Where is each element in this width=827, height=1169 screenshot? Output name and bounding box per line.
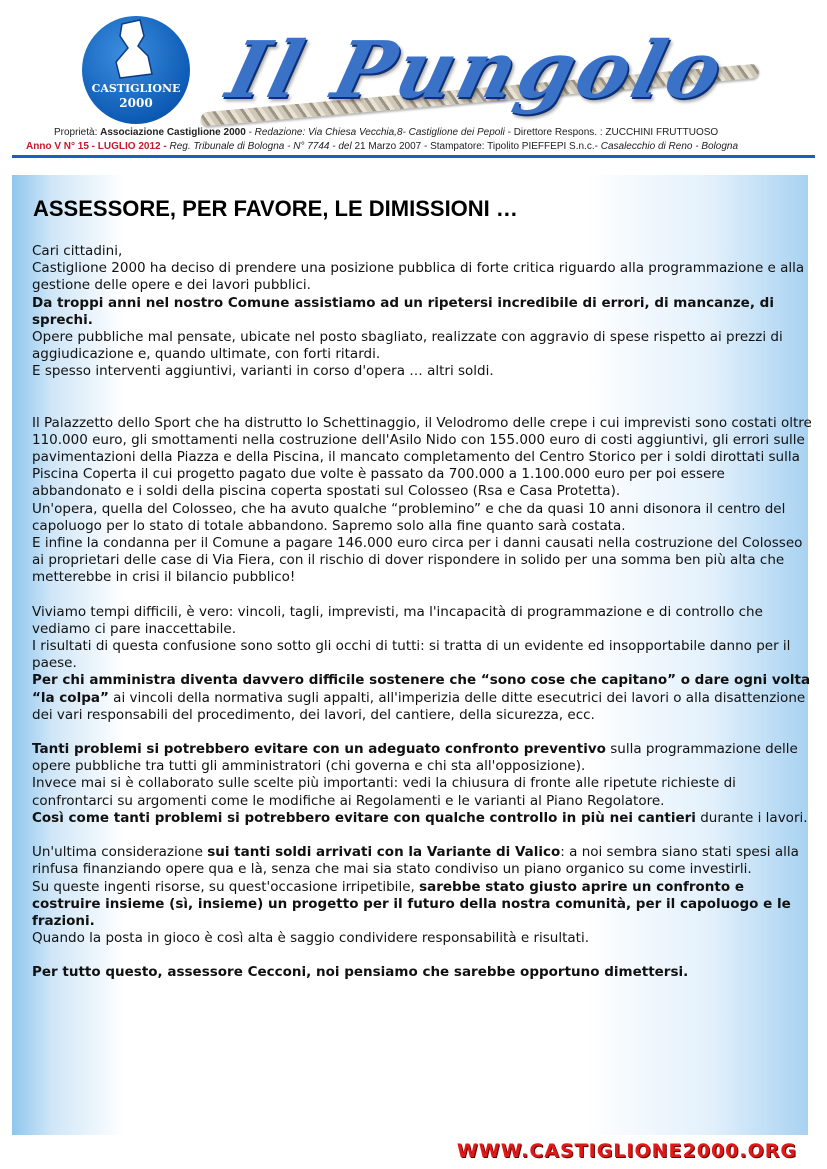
article-body [32,243,812,982]
paragraph: I risultati di questa confusione sono sotto gli occhi di tutti: si tratta di un evidente ed insopportabile danno per il paese. [32,638,791,672]
paragraph: Tanti problemi si potrebbero evitare con un adeguato confronto preventivo sulla programmazione delle opere pubbliche tra tutti gli amministratori (chi governa e chi sta all'opposizione). [32,741,798,775]
paragraph: Viviamo tempi difficili, è vero: vincoli, tagli, imprevisti, ma l'incapacità di programmazione e di controllo che vediamo ci pare inaccettabile. [32,603,763,637]
paragraph: Per chi amministra diventa davvero difficile sostenere che “sono cose che capitano” o dare ogni volta “la colpa” ai vincoli della normativa sugli appalti, all'imperizia delle ditte esecutrici dei lavori o alla disattenzione dei vari responsabili del procedimento, dei lavori, del cantiere, della sicurezza, ecc. [32,672,811,723]
issue-info: Anno V N° 15 - LUGLIO 2012 - Reg. Tribunale di Bologna - N° 7744 - del 21 Marzo 2007 - Stampatore: Tipolito PIEFFEPI S.n.c.- Casalecchio di Reno - Bologna [26,141,739,152]
logo-year: 2000 [119,96,153,110]
newspaper-title: Il Pungolo [218,25,736,116]
publisher-info: Proprietà: Associazione Castiglione 2000 - Redazione: Via Chiesa Vecchia,8- Castiglione dei Pepoli - Direttore Respons. : ZUCCHINI FRUTTUOSO [54,127,719,138]
paragraph: Così come tanti problemi si potrebbero evitare con qualche controllo in più nei cantieri durante i lavori. [32,809,808,826]
logo-name: CASTIGLIONE [91,82,181,95]
paragraph: Opere pubbliche mal pensate, ubicate nel posto sbagliato, realizzate con aggravio di spese rispetto ai prezzi di aggiudicazione e, quando ultimate, con forti ritardi. [32,329,783,363]
issue-number: Anno V N° 15 - LUGLIO 2012 - [26,141,170,152]
paragraph: Cari cittadini, [32,243,123,259]
closing-paragraph: Per tutto questo, assessore Cecconi, noi pensiamo che sarebbe opportuno dimettersi. [32,964,689,981]
article-headline: ASSESSORE, PER FAVORE, LE DIMISSIONI … [33,196,518,221]
paragraph: Da troppi anni nel nostro Comune assistiamo ad un ripetersi incredibile di errori, di mancanze, di sprechi. [32,294,774,328]
paragraph: Un'opera, quella del Colosseo, che ha avuto qualche “problemino” e che da quasi 10 anni disonora il centro del capoluogo per lo stato di totale abbandono. Sapremo solo alla fine quanto sarà costata. [32,500,786,534]
paragraph: E spesso interventi aggiuntivi, varianti in corso d'opera … altri soldi. [32,363,494,380]
castiglione-logo [82,16,190,124]
owner-name: Associazione Castiglione 2000 [100,127,246,138]
paragraph: Su queste ingenti risorse, su quest'occasione irripetibile, sarebbe stato giusto aprire un confronto e costruire insieme (sì, insieme) un progetto per il futuro della nostra comunità, per il capoluogo e le frazioni. [32,878,791,929]
paragraph: Un'ultima considerazione sui tanti soldi arrivati con la Variante di Valico: a noi sembra siano stati spesi alla rinfusa finanziando opere qua e là, senza che mai sia stato condiviso un piano organico su come investirli. [32,844,799,878]
paragraph: Il Palazzetto dello Sport che ha distrutto lo Schettinaggio, il Velodromo delle crepe i cui imprevisti sono costati oltre 110.000 euro, gli smottamenti nella costruzione dell'Asilo Nido con 155.000 euro di costi aggiuntivi, gli errori sulle pavimentazioni della Piazza e della Piscina, il mancato completamento del Centro Storico per i soldi dirottati sulla Piscina Coperta il cui progetto pagato due volte è passato da 700.000 a 1.100.000 euro per poi essere abbandonato e i soldi della piscina coperta spostati sul Colosseo (Rsa e Casa Protetta). [32,414,812,500]
website-link[interactable]: WWW.CASTIGLIONE2000.ORG [456,1140,797,1162]
paragraph: Castiglione 2000 ha deciso di prendere una posizione pubblica di forte critica riguardo alla programmazione e alla gestione delle opere e dei lavori pubblici. [32,260,805,294]
paragraph: Quando la posta in gioco è così alta è saggio condividere responsabilità e risultati. [32,930,590,947]
masthead [200,14,760,124]
paragraph: Invece mai si è collaborato sulle scelte più importanti: vedi la chiusura di fronte alle ripetute richieste di confrontarci su argomenti come le modifiche ai Regolamenti e le varianti al Piano Regolatore. [32,775,736,809]
paragraph: E infine la condanna per il Comune a pagare 146.000 euro circa per i danni causati nella costruzione del Colosseo ai proprietari delle case di Via Fiera, con il rischio di dover rispondere in solido per una somma ben più alta che metterebbe in crisi il bilancio pubblico! [32,535,803,586]
header-divider [12,155,815,158]
